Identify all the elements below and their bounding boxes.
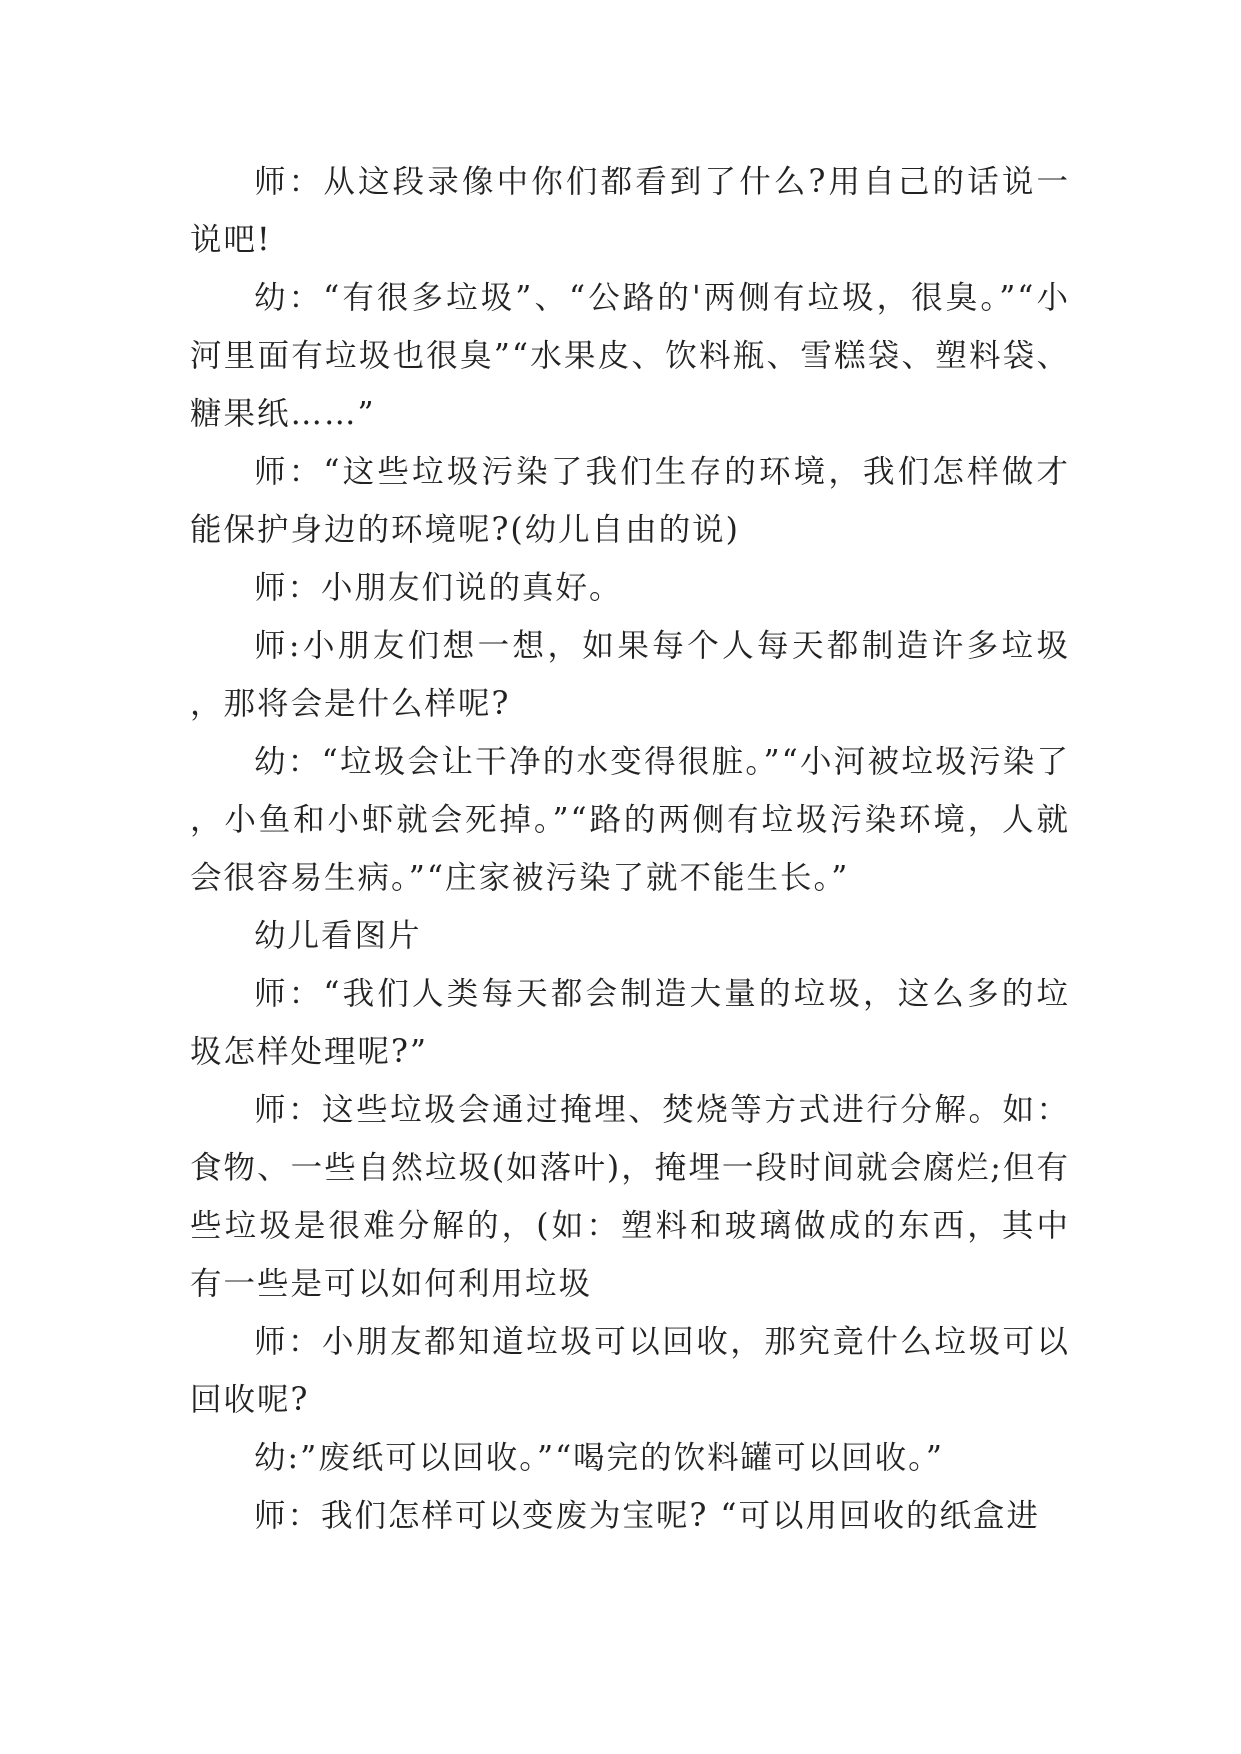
paragraph: 幼儿看图片	[254, 918, 422, 954]
paragraph: 幼：“垃圾会让干净的水变得很脏。”“小河被垃圾污染了，小鱼和小虾就会死掉。”“路的两侧有垃圾污染环境，人就会很容易生病。”“庄家被污染了就不能生长。”	[190, 744, 1070, 896]
paragraph: 师：这些垃圾会通过掩埋、焚烧等方式进行分解。如：食物、一些自然垃圾(如落叶)，掩埋一段时间就会腐烂;但有些垃圾是很难分解的，(如：塑料和玻璃做成的东西，其中有一些是可以如何利用垃圾	[190, 1092, 1070, 1302]
paragraph: 师：“这些垃圾污染了我们生存的环境，我们怎样做才能保护身边的环境呢?(幼儿自由的说)	[190, 454, 1070, 548]
paragraph: 师：“我们人类每天都会制造大量的垃圾，这么多的垃圾怎样处理呢?”	[190, 976, 1070, 1070]
document-body	[190, 153, 1070, 1545]
paragraph: 师：小朋友们说的真好。	[254, 570, 623, 606]
paragraph: 师：从这段录像中你们都看到了什么?用自己的话说一说吧!	[190, 164, 1070, 258]
paragraph: 师:小朋友们想一想，如果每个人每天都制造许多垃圾，那将会是什么样呢?	[190, 628, 1070, 722]
paragraph: 师：我们怎样可以变废为宝呢? “可以用回收的纸盒进	[254, 1498, 1041, 1534]
paragraph: 幼:”废纸可以回收。”“喝完的饮料罐可以回收。”	[254, 1440, 945, 1476]
paragraph: 幼：“有很多垃圾”、“公路的'两侧有垃圾，很臭。”“小河里面有垃圾也很臭”“水果皮、饮料瓶、雪糕袋、塑料袋、糖果纸……”	[190, 280, 1070, 432]
paragraph: 师：小朋友都知道垃圾可以回收，那究竟什么垃圾可以回收呢?	[190, 1324, 1070, 1418]
